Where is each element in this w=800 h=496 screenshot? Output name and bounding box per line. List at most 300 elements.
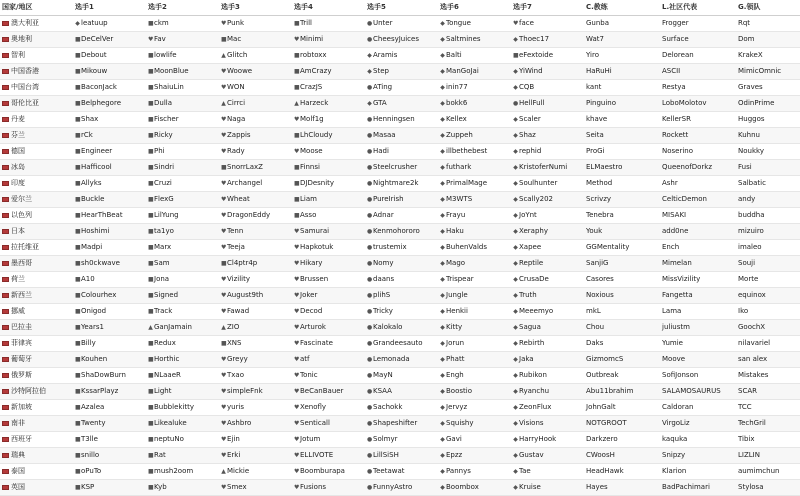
lead-cell: Souji [736,255,800,271]
player-cell [511,319,584,335]
player-name: Fawad [227,306,250,315]
lead-cell: SCAR [736,383,800,399]
country-name: 挪威 [11,307,25,316]
role-icon: ● [367,483,373,491]
role-icon: ■ [148,355,154,363]
player-name: Hikary [300,258,323,267]
role-icon: ◆ [513,67,518,75]
player-name: Glitch [227,50,248,59]
col-header-player3[interactable]: 选手3 [219,0,292,15]
player-cell [365,159,438,175]
player-cell [365,31,438,47]
col-header-coach[interactable]: C.教练 [584,0,660,15]
flag-icon [2,149,9,154]
coach-cell: Wat7 [584,31,660,47]
role-icon: ♥ [221,19,227,27]
col-header-lead[interactable]: G.领队 [736,0,800,15]
player-name: KssarPlayz [81,386,119,395]
role-icon: ● [367,115,373,123]
header-row [0,0,800,15]
table-row [0,255,800,271]
player-cell [146,127,219,143]
player-cell [292,159,365,175]
player-cell [73,79,146,95]
role-icon: ■ [75,179,81,187]
player-cell [73,303,146,319]
flag-icon [2,165,9,170]
player-cell [438,303,511,319]
player-cell [73,255,146,271]
player-name: Bubblekitty [154,402,195,411]
player-cell [146,255,219,271]
player-cell [146,463,219,479]
community-cell: Delorean [660,47,736,63]
country-name: 墨西哥 [11,259,32,268]
role-icon: ♥ [294,243,300,251]
player-name: Haku [446,226,464,235]
role-icon: ■ [148,483,154,491]
player-name: Kyb [154,482,167,491]
country-cell [0,31,73,47]
role-icon: ◆ [513,211,518,219]
player-cell [219,479,292,495]
player-name: plihS [373,290,391,299]
player-cell [511,287,584,303]
player-name: Kellex [446,114,467,123]
player-cell [292,47,365,63]
country-name: 南非 [11,419,25,428]
player-cell [146,447,219,463]
col-header-country[interactable]: 国家/地区 [0,0,73,15]
country-cell [0,239,73,255]
player-cell [511,463,584,479]
role-icon: ■ [148,467,154,475]
player-name: KristoferNumi [519,162,568,171]
player-cell [73,223,146,239]
role-icon: ♥ [294,227,300,235]
col-header-player4[interactable]: 选手4 [292,0,365,15]
player-name: Jervyz [446,402,468,411]
player-name: Ejin [227,434,240,443]
player-cell [219,127,292,143]
player-cell [511,47,584,63]
coach-cell: Chou [584,319,660,335]
col-header-player1[interactable]: 选手1 [73,0,146,15]
player-name: Dulla [154,98,173,107]
player-cell [73,383,146,399]
player-cell [438,223,511,239]
role-icon: ■ [221,259,227,267]
player-cell [73,399,146,415]
player-name: Boostio [446,386,472,395]
player-cell [73,191,146,207]
lead-cell: equinox [736,287,800,303]
table-row [0,79,800,95]
community-cell: KellerSR [660,111,736,127]
player-name: Saltmines [446,34,481,43]
player-name: Colourhex [81,290,117,299]
player-cell [73,143,146,159]
role-icon: ■ [148,131,154,139]
coach-cell: kant [584,79,660,95]
player-name: Sagua [519,322,541,331]
country-cell [0,271,73,287]
player-name: XNS [227,338,242,347]
player-cell [146,479,219,495]
role-icon: ■ [75,323,81,331]
role-icon: ♥ [221,147,227,155]
community-cell: kaquka [660,431,736,447]
player-cell [292,111,365,127]
player-name: snillo [81,450,100,459]
role-icon: ♥ [294,35,300,43]
role-icon: ◆ [513,483,518,491]
player-name: Xeraphy [519,226,548,235]
player-cell [292,127,365,143]
player-name: LhCloudy [300,130,333,139]
role-icon: ♥ [221,227,227,235]
player-cell [292,367,365,383]
role-icon: ● [367,387,373,395]
player-name: Cruzi [154,178,172,187]
role-icon: ■ [75,147,81,155]
community-cell: Noserino [660,143,736,159]
table-row [0,223,800,239]
lead-cell: nilavariel [736,335,800,351]
flag-icon [2,309,9,314]
role-icon: ♥ [221,83,227,91]
player-name: Grandeesauto [373,338,423,347]
col-header-player6[interactable]: 选手6 [438,0,511,15]
player-cell [438,143,511,159]
col-header-player5[interactable]: 选手5 [365,0,438,15]
player-name: Aramis [373,50,398,59]
community-cell: QueenofDorkz [660,159,736,175]
role-icon: ♥ [294,147,300,155]
role-icon: ■ [148,67,154,75]
player-cell [146,303,219,319]
role-icon: ♥ [294,403,300,411]
player-name: Kouhen [81,354,108,363]
role-icon: ■ [148,163,154,171]
role-icon: ◆ [440,147,445,155]
player-name: Xapee [519,242,542,251]
player-cell [292,447,365,463]
role-icon: ◆ [440,451,445,459]
country-name: 西班牙 [11,435,32,444]
role-icon: ◆ [440,83,445,91]
role-icon: ● [367,83,373,91]
player-name: futhark [446,162,472,171]
player-name: Arturok [300,322,326,331]
player-name: Fischer [154,114,179,123]
player-cell [146,159,219,175]
player-cell [438,479,511,495]
role-icon: ■ [148,211,154,219]
player-name: Teeja [227,242,245,251]
table-row [0,431,800,447]
player-name: Rady [227,146,245,155]
player-name: ZIO [227,322,240,331]
role-icon: ● [367,403,373,411]
player-cell [365,271,438,287]
col-header-player7[interactable]: 选手7 [511,0,584,15]
player-name: Years1 [81,322,104,331]
player-cell [219,271,292,287]
player-cell [219,175,292,191]
coach-cell: ProGi [584,143,660,159]
flag-icon [2,133,9,138]
player-name: CrusaDe [519,274,549,283]
player-name: mush2oom [154,466,194,475]
player-name: Minimi [300,34,324,43]
lead-cell: mizuiro [736,223,800,239]
role-icon: ♥ [221,435,227,443]
player-cell [292,351,365,367]
player-name: ZeonFlux [519,402,552,411]
player-name: HellFull [519,98,545,107]
country-name: 中国香港 [11,67,39,76]
player-name: Harzeck [300,98,329,107]
table-row [0,271,800,287]
player-name: HarryHook [519,434,557,443]
coach-cell: GizmomcS [584,351,660,367]
community-cell: ASCII [660,63,736,79]
role-icon: ◆ [440,163,445,171]
flag-icon [2,117,9,122]
player-cell [292,479,365,495]
player-name: ckm [154,18,169,27]
role-icon: ♥ [221,275,227,283]
player-name: MoonBlue [154,66,189,75]
coach-cell: SanjiG [584,255,660,271]
role-icon: ♥ [294,291,300,299]
player-cell [511,207,584,223]
role-icon: ♥ [513,19,519,27]
country-name: 澳大利亚 [11,19,39,28]
role-icon: ■ [148,147,154,155]
player-cell [365,15,438,31]
flag-icon [2,197,9,202]
role-icon: ◆ [440,227,445,235]
coach-cell: HaRuHi [584,63,660,79]
player-cell [365,47,438,63]
player-cell [365,175,438,191]
player-name: illbethebest [446,146,488,155]
player-cell [365,191,438,207]
role-icon: ● [367,435,373,443]
player-name: Signed [154,290,179,299]
player-cell [146,383,219,399]
player-cell [73,287,146,303]
country-cell [0,255,73,271]
role-icon: ● [367,291,373,299]
country-cell [0,335,73,351]
player-name: Liam [300,194,317,203]
player-name: Scally202 [519,194,553,203]
player-cell [438,79,511,95]
player-cell [146,111,219,127]
lead-cell: Iko [736,303,800,319]
lead-cell: KrakeX [736,47,800,63]
role-icon: ◆ [440,371,445,379]
player-name: yuris [227,402,245,411]
player-name: Gustav [519,450,544,459]
table-row [0,127,800,143]
player-cell [73,127,146,143]
community-cell: Frogger [660,15,736,31]
player-name: MayN [373,370,393,379]
player-cell [511,447,584,463]
role-icon: ◆ [513,435,518,443]
player-cell [219,463,292,479]
player-cell [438,383,511,399]
player-name: GanJamain [154,322,192,331]
player-name: Lemonada [373,354,410,363]
role-icon: ♥ [221,243,227,251]
col-header-player2[interactable]: 选手2 [146,0,219,15]
player-cell [73,271,146,287]
role-icon: ■ [75,51,81,59]
player-name: Fav [154,34,166,43]
player-cell [365,255,438,271]
role-icon: ■ [75,243,81,251]
role-icon: ■ [75,483,81,491]
player-cell [219,79,292,95]
player-name: BeCanBauer [300,386,344,395]
table-row [0,415,800,431]
player-name: PureIrish [373,194,404,203]
player-name: Ricky [154,130,173,139]
role-icon: ◆ [440,99,445,107]
player-cell [511,431,584,447]
country-cell [0,399,73,415]
role-icon: ● [367,195,373,203]
player-name: Shax [81,114,99,123]
coach-cell: Darkzero [584,431,660,447]
player-name: Cl4ptr4p [227,258,258,267]
player-cell [292,191,365,207]
player-name: Frayu [446,210,466,219]
player-cell [219,431,292,447]
community-cell: add0ne [660,223,736,239]
player-cell [146,223,219,239]
player-name: Billy [81,338,96,347]
country-name: 沙特阿拉伯 [11,387,46,396]
role-icon: ♥ [221,179,227,187]
col-header-community[interactable]: L.社区代表 [660,0,736,15]
role-icon: ♥ [294,435,300,443]
role-icon: ♥ [221,387,227,395]
role-icon: ◆ [513,451,518,459]
player-cell [73,335,146,351]
player-name: DeCelVer [81,34,114,43]
player-name: Track [154,306,173,315]
player-cell [511,63,584,79]
country-name: 印度 [11,179,25,188]
player-cell [292,271,365,287]
player-name: Tenn [227,226,244,235]
player-name: ShaDowBurn [81,370,126,379]
community-cell: Yumie [660,335,736,351]
player-name: Wheat [227,194,250,203]
role-icon: ◆ [513,467,518,475]
country-cell [0,303,73,319]
player-cell [438,431,511,447]
country-cell [0,367,73,383]
coach-cell: Seita [584,127,660,143]
player-cell [219,447,292,463]
player-name: Jorun [446,338,465,347]
community-cell: Snipzy [660,447,736,463]
player-cell [438,463,511,479]
player-cell [73,31,146,47]
role-icon: ◆ [513,275,518,283]
player-cell [365,303,438,319]
player-name: Greyy [227,354,248,363]
player-name: Steelcrusher [373,162,418,171]
player-cell [292,15,365,31]
flag-icon [2,341,9,346]
role-icon: ■ [148,275,154,283]
player-name: Fascinate [300,338,333,347]
country-name: 菲律宾 [11,339,32,348]
role-icon: ● [367,467,373,475]
role-icon: ◆ [440,403,445,411]
role-icon: ♥ [221,355,227,363]
country-cell [0,415,73,431]
role-icon: ◆ [513,355,518,363]
player-name: Naga [227,114,246,123]
table-row [0,351,800,367]
player-name: Rubikon [519,370,547,379]
player-name: Balti [446,50,462,59]
role-icon: ■ [294,51,300,59]
role-icon: ■ [75,35,81,43]
player-name: Boombox [446,482,479,491]
player-cell [438,335,511,351]
table-row [0,447,800,463]
role-icon: ◆ [440,323,445,331]
role-icon: ◆ [440,483,445,491]
player-name: FunnyAstro [373,482,413,491]
player-name: Ryanchu [519,386,550,395]
country-name: 英国 [11,483,25,492]
player-name: Archangel [227,178,263,187]
player-name: Brussen [300,274,329,283]
role-icon: ◆ [440,291,445,299]
player-cell [219,31,292,47]
player-cell [219,319,292,335]
role-icon: ◆ [513,243,518,251]
player-cell [292,207,365,223]
player-name: Kalokalo [373,322,403,331]
player-cell [219,415,292,431]
player-name: Hoshimi [81,226,110,235]
country-name: 新加坡 [11,403,32,412]
player-name: Hadi [373,146,389,155]
player-name: BuhenValds [446,242,487,251]
role-icon: ● [367,163,373,171]
role-icon: ■ [75,115,81,123]
community-cell: Moove [660,351,736,367]
country-name: 新西兰 [11,291,32,300]
player-name: Zuppeh [446,130,473,139]
role-icon: ■ [221,339,227,347]
player-cell [292,223,365,239]
player-name: Samurai [300,226,330,235]
player-cell [511,335,584,351]
